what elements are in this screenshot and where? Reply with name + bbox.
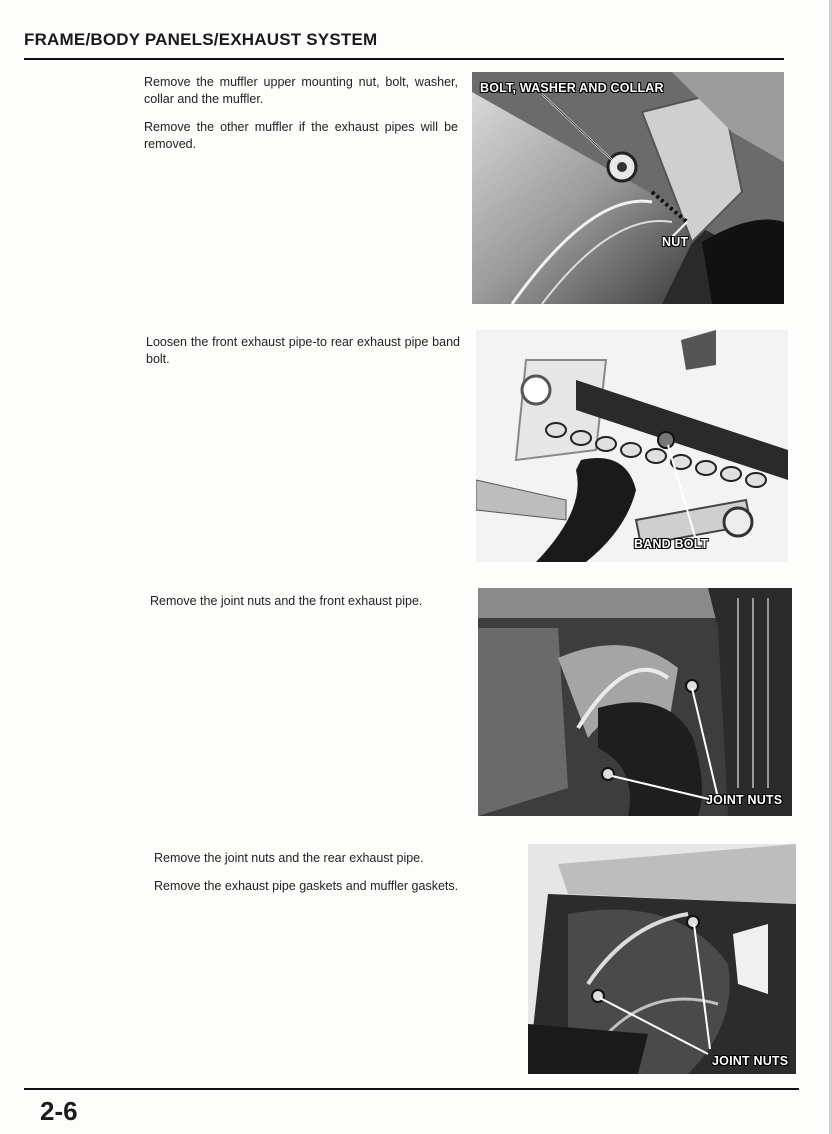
step-4-paragraph-2: Remove the exhaust pipe gaskets and muffler gaskets. [154, 879, 459, 893]
step-1-photo-muffler-mount [472, 72, 784, 304]
page-number: 2-6 [40, 1096, 78, 1126]
step-4-photo-rear-pipe [528, 844, 796, 1074]
step-1-paragraph-2: Remove the other muffler if the exhaust pipes will be removed. [144, 120, 458, 151]
step-4-paragraph-1: Remove the joint nuts and the rear exhaust pipe. [154, 851, 424, 865]
page-title: FRAME/BODY PANELS/EXHAUST SYSTEM [24, 30, 378, 49]
callout-bolt-washer-collar: BOLT, WASHER AND COLLAR [480, 81, 664, 95]
callout-joint-nuts-rear: JOINT NUTS [712, 1054, 789, 1068]
step-3-paragraph-1: Remove the joint nuts and the front exhaust pipe. [150, 594, 423, 608]
step-4-text [154, 850, 468, 906]
step-1-paragraph-1: Remove the muffler upper mounting nut, bolt, washer, collar and the muffler. [144, 75, 458, 106]
footer-rule [24, 1088, 799, 1090]
callout-joint-nuts-front: JOINT NUTS [706, 793, 783, 807]
header-rule [24, 58, 784, 60]
step-3-photo-front-pipe [478, 588, 792, 816]
callout-nut: NUT [662, 235, 689, 249]
step-2-text [146, 334, 460, 379]
step-2-paragraph-1: Loosen the front exhaust pipe-to rear exhaust pipe band bolt. [146, 335, 460, 366]
step-2-photo-band-bolt [476, 330, 788, 562]
callout-band-bolt: BAND BOLT [634, 537, 709, 551]
step-1-text [144, 74, 458, 164]
step-3-text [150, 593, 464, 621]
